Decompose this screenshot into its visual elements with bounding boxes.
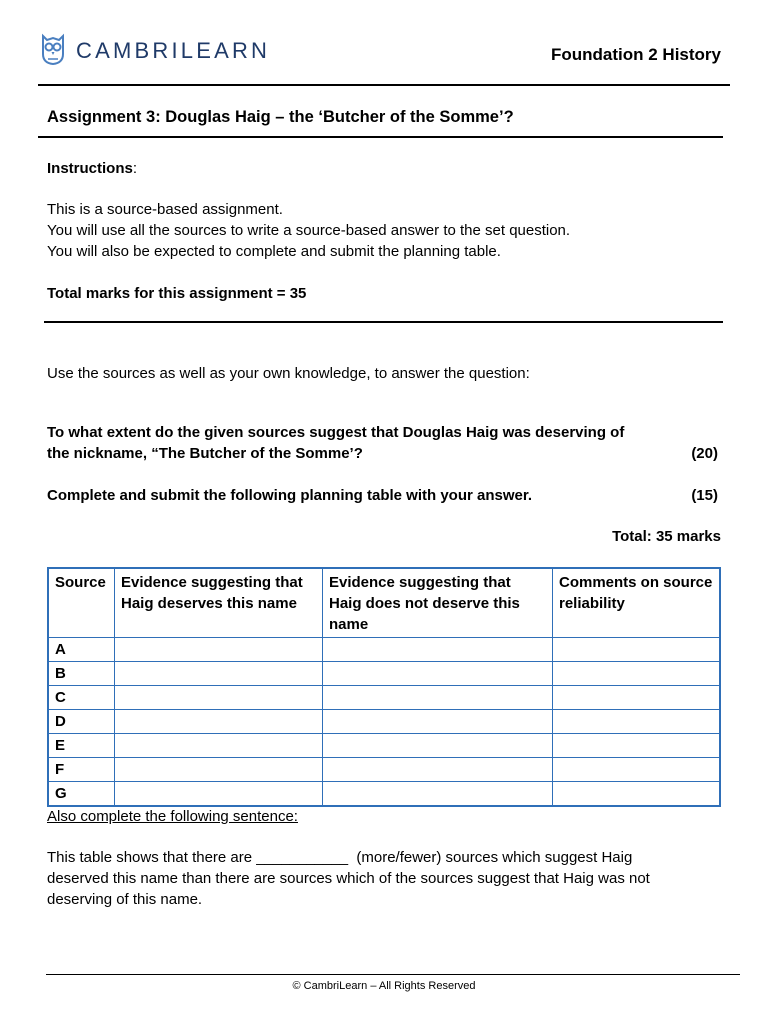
sentence-line-3: deserving of this name. bbox=[47, 891, 203, 908]
table-row bbox=[48, 662, 720, 686]
table-cell[interactable] bbox=[115, 734, 323, 758]
sentence-heading: Also complete the following sentence: bbox=[47, 808, 298, 825]
sentence-line-1[interactable]: This table shows that there are ___________ (more/fewer) sources which suggest Haig bbox=[47, 849, 633, 866]
assignment-title: Assignment 3: Douglas Haig – the ‘Butcher of the Somme’? bbox=[47, 108, 514, 126]
table-row bbox=[48, 782, 720, 807]
table-row bbox=[48, 638, 720, 662]
table-cell[interactable] bbox=[323, 638, 553, 662]
table-cell[interactable] bbox=[115, 782, 323, 807]
planning-instruction: Complete and submit the following planning table with your answer. bbox=[47, 487, 533, 504]
table-row bbox=[48, 734, 720, 758]
course-title: Foundation 2 History bbox=[551, 45, 721, 64]
table-cell[interactable] bbox=[553, 758, 721, 782]
instruction-line: This is a source-based assignment. bbox=[47, 201, 283, 218]
planning-table bbox=[47, 567, 721, 807]
table-cell[interactable] bbox=[553, 638, 721, 662]
table-cell[interactable] bbox=[323, 782, 553, 807]
table-cell[interactable] bbox=[323, 710, 553, 734]
logo bbox=[38, 30, 270, 71]
table-cell[interactable] bbox=[115, 662, 323, 686]
source-label: E bbox=[48, 734, 115, 758]
total-marks: Total: 35 marks bbox=[612, 528, 721, 545]
table-cell[interactable] bbox=[323, 734, 553, 758]
source-label: B bbox=[48, 662, 115, 686]
table-header-row bbox=[48, 568, 720, 638]
instruction-line: You will also be expected to complete and submit the planning table. bbox=[47, 243, 501, 260]
table-cell[interactable] bbox=[115, 758, 323, 782]
section-divider bbox=[44, 321, 723, 323]
question-prompt: Use the sources as well as your own knowledge, to answer the question: bbox=[47, 365, 530, 382]
total-marks-statement: Total marks for this assignment = 35 bbox=[47, 285, 307, 302]
table-cell[interactable] bbox=[323, 758, 553, 782]
footer-divider bbox=[46, 974, 740, 975]
question-marks: (20) bbox=[691, 445, 718, 462]
table-cell[interactable] bbox=[553, 686, 721, 710]
column-header-does-not-deserve: Evidence suggesting that Haig does not deserve this name bbox=[323, 568, 553, 638]
column-header-deserves: Evidence suggesting that Haig deserves this name bbox=[115, 568, 323, 638]
table-cell[interactable] bbox=[323, 662, 553, 686]
table-row bbox=[48, 710, 720, 734]
table-cell[interactable] bbox=[553, 710, 721, 734]
logo-text: CAMBRILEARN bbox=[76, 37, 271, 63]
table-row bbox=[48, 686, 720, 710]
column-header-reliability: Comments on source reliability bbox=[553, 568, 721, 638]
header-divider bbox=[38, 84, 730, 86]
instructions-heading: Instructions: bbox=[47, 160, 138, 177]
source-label: G bbox=[48, 782, 115, 807]
table-cell[interactable] bbox=[115, 686, 323, 710]
table-row bbox=[48, 758, 720, 782]
table-cell[interactable] bbox=[553, 734, 721, 758]
planning-marks: (15) bbox=[691, 487, 718, 504]
source-label: D bbox=[48, 710, 115, 734]
source-label: C bbox=[48, 686, 115, 710]
table-cell[interactable] bbox=[323, 686, 553, 710]
title-divider bbox=[38, 136, 723, 138]
sentence-line-2: deserved this name than there are sources which of the sources suggest that Haig was not bbox=[47, 870, 650, 887]
table-cell[interactable] bbox=[553, 782, 721, 807]
source-label: F bbox=[48, 758, 115, 782]
instruction-line: You will use all the sources to write a source-based answer to the set question. bbox=[47, 222, 571, 239]
question-line-2: the nickname, “The Butcher of the Somme’? bbox=[47, 445, 363, 462]
owl-icon bbox=[38, 30, 68, 71]
source-label: A bbox=[48, 638, 115, 662]
column-header-source: Source bbox=[48, 568, 115, 638]
footer-copyright: © CambriLearn – All Rights Reserved bbox=[292, 980, 476, 992]
question-line-1: To what extent do the given sources suggest that Douglas Haig was deserving of bbox=[47, 424, 625, 441]
table-cell[interactable] bbox=[115, 638, 323, 662]
table-cell[interactable] bbox=[553, 662, 721, 686]
table-cell[interactable] bbox=[115, 710, 323, 734]
